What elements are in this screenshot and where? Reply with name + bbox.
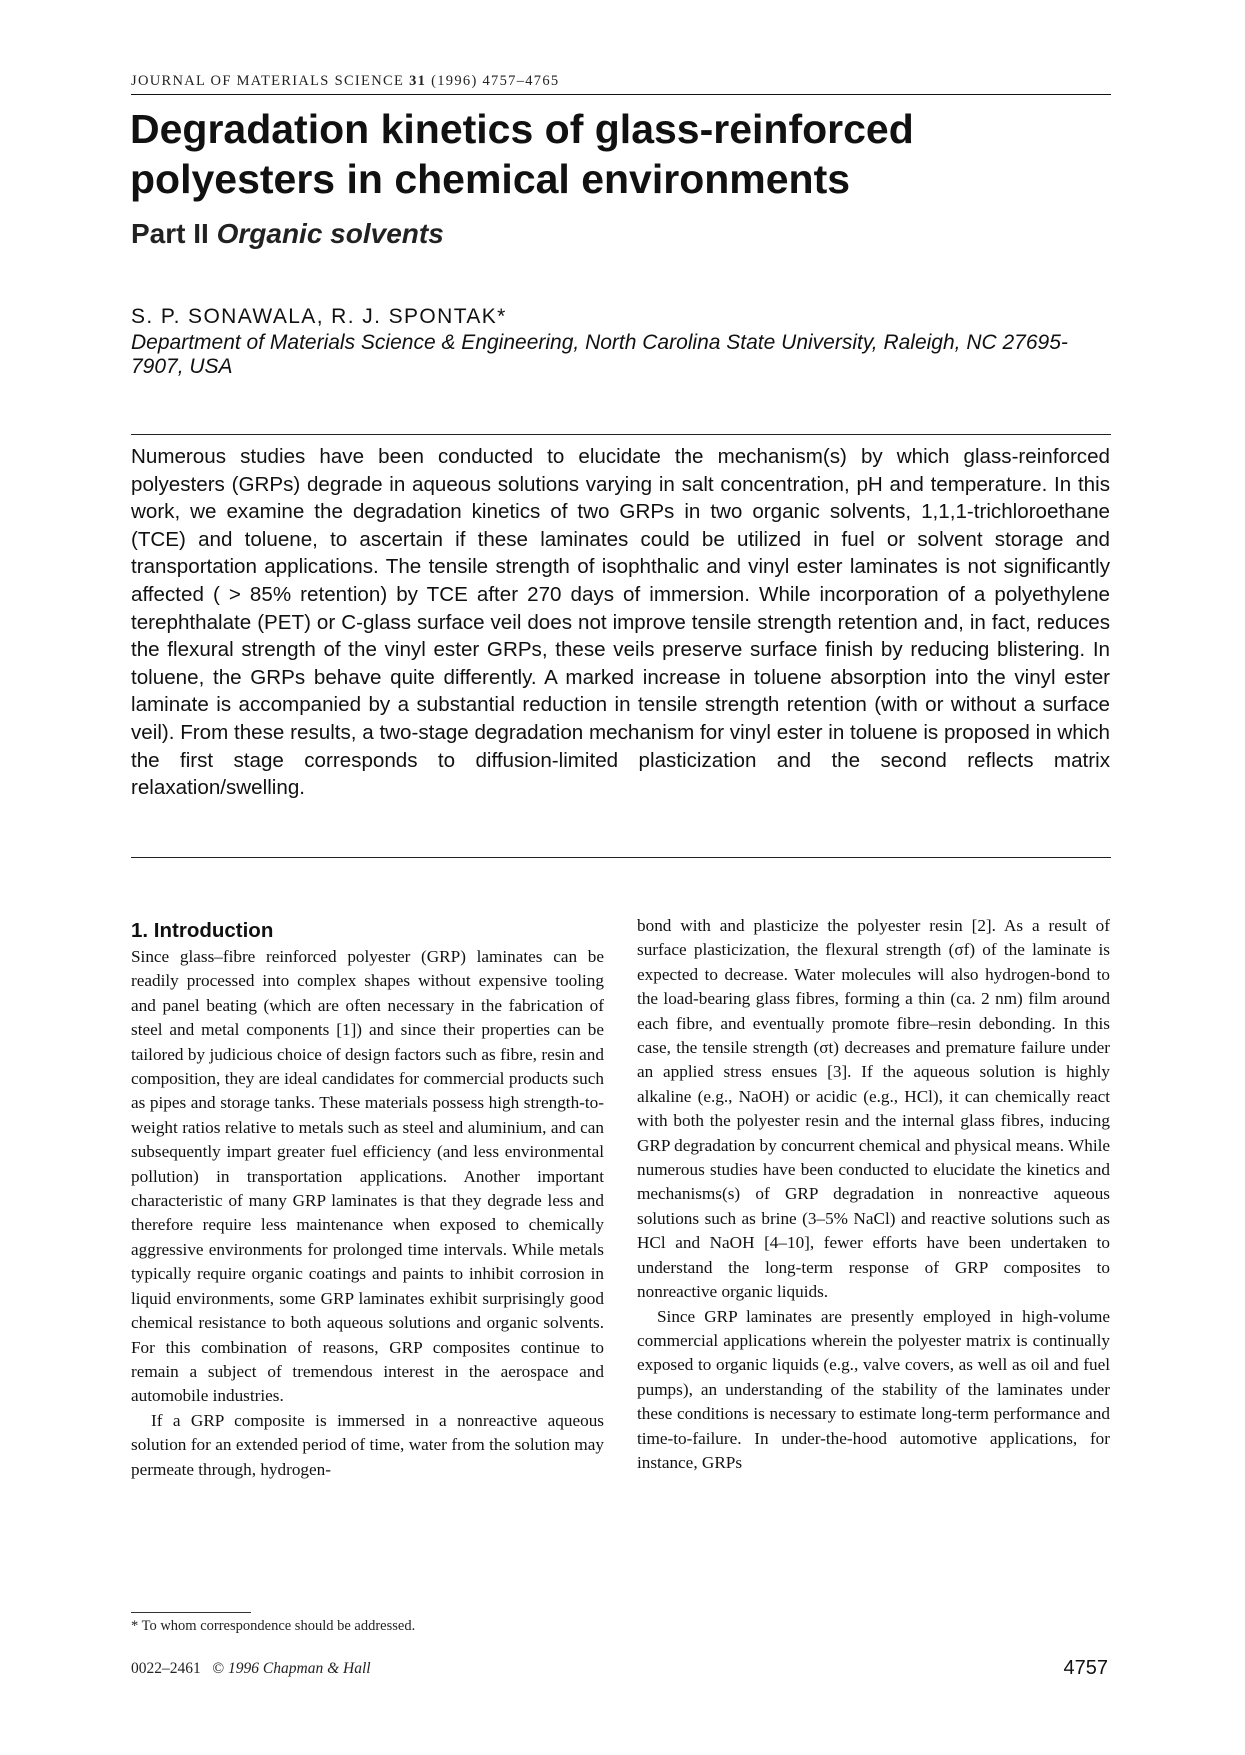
issn-number: 0022–2461 — [131, 1660, 201, 1677]
section-heading-introduction: 1. Introduction — [131, 919, 274, 942]
paper-title: Degradation kinetics of glass-reinforced polyesters in chemical environments — [130, 106, 914, 202]
subtitle-topic: Organic solvents — [216, 218, 444, 249]
page-number: 4757 — [1063, 1657, 1108, 1679]
copyright-text: 1996 Chapman & Hall — [228, 1660, 371, 1677]
intro-paragraph-2-start: If a GRP composite is immersed in a nonreactive aqueous solution for an extended period of time, water from the solution may permeate through, hydrogen- — [131, 1410, 604, 1479]
journal-volume: 31 — [409, 73, 427, 89]
body-column-right — [637, 914, 1110, 1475]
copyright-icon: © — [212, 1660, 225, 1677]
copyright-line — [131, 1660, 371, 1678]
footnote-rule — [131, 1612, 251, 1613]
intro-paragraph-2-continued: bond with and plasticize the polyester resin [2]. As a result of surface plasticization, the flexural strength (σf) of the laminate is expected to decrease. Water molecules will also hydrogen-bond to the load-bearing glass fibres, forming a thin (ca. 2 nm) film around each fibre, and eventually promote fibre–resin debonding. In this case, the tensile strength (σt) decreases and premature failure under an applied stress ensues [3]. If the aqueous solution is highly alkaline (e.g., NaOH) or acidic (e.g., HCl), it can chemically react with both the polyester resin and the internal glass fibres, inducing GRP degradation by concurrent chemical and physical means. While numerous studies have been conducted to elucidate the kinetics and mechanisms(s) of GRP degradation in nonreactive aqueous solutions such as brine (3–5% NaCl) and reactive solutions such as HCl and NaOH [4–10], fewer efforts have been undertaken to understand the long-term response of GRP composites to nonreactive organic liquids. — [637, 916, 1110, 1302]
intro-paragraph-1: Since glass–fibre reinforced polyester (GRP) laminates can be readily processed into complex shapes without expensive tooling and panel beating (which are often necessary in the fabrication of steel and metal components [1]) and since their properties can be tailored by judicious choice of design factors such as fibre, resin and composition, they are ideal candidates for commercial products such as pipes and storage tanks. These materials possess high strength-to-weight ratios relative to metals such as steel and aluminium, and can subsequently impart greater fuel efficiency (and less environmental pollution) in transportation applications. Another important characteristic of many GRP laminates is that they degrade less and therefore require less maintenance when exposed to chemically aggressive environments for prolonged time intervals. While metals typically require organic coatings and paints to inhibit corrosion in liquid environments, some GRP laminates exhibit surprisingly good chemical resistance to both aqueous solutions and organic solvents. For this combination of reasons, GRP composites continue to remain a subject of tremendous interest in the aerospace and automobile industries. — [131, 947, 604, 1406]
abstract-text: Numerous studies have been conducted to elucidate the mechanism(s) by which glass-reinforced polyesters (GRPs) degrade in aqueous solutions varying in salt concentration, pH and temperature. In this work, we examine the degradation kinetics of two GRPs in two organic solvents, 1,1,1-trichloroethane (TCE) and toluene, to ascertain if these laminates could be utilized in fuel or solvent storage and transportation applications. The tensile strength of isophthalic and vinyl ester laminates is not significantly affected ( > 85% retention) by TCE after 270 days of immersion. While incorporation of a polyethylene terephthalate (PET) or C-glass surface veil does not improve tensile strength retention and, in fact, reduces the flexural strength of the vinyl ester GRPs, these veils preserve surface finish by reducing blistering. In toluene, the GRPs behave quite differently. A marked increase in toluene absorption into the vinyl ester laminate is accompanied by a substantial reduction in tensile strength retention (with or without a surface veil). From these results, a two-stage degradation mechanism for vinyl ester in toluene is proposed in which the first stage corresponds to diffusion-limited plasticization and the second reflects matrix relaxation/swelling. — [131, 445, 1110, 800]
correspondence-footnote: * To whom correspondence should be addressed. — [131, 1618, 416, 1634]
subtitle-part: Part II — [131, 218, 209, 249]
author-list: S. P. SONAWALA, R. J. SPONTAK* — [131, 305, 507, 328]
abstract-bottom-rule — [131, 857, 1111, 858]
author-affiliation: Department of Materials Science & Engineering, North Carolina State University, Raleigh, NC 27695-7907, USA — [131, 331, 1068, 378]
header-rule — [131, 94, 1111, 95]
intro-paragraph-3: Since GRP laminates are presently employed in high-volume commercial applications wherein the polyester matrix is continually exposed to organic liquids (e.g., valve covers, as well as oil and fuel pumps), an understanding of the stability of the laminates under these conditions is necessary to estimate long-term performance and time-to-failure. In under-the-hood automotive applications, for instance, GRPs — [637, 1306, 1110, 1472]
journal-name: JOURNAL OF MATERIALS SCIENCE — [131, 73, 405, 89]
paper-subtitle — [131, 218, 444, 250]
abstract-top-rule — [131, 434, 1111, 435]
journal-year-pages: (1996) 4757–4765 — [431, 73, 560, 89]
body-column-left — [131, 918, 604, 1482]
journal-header — [131, 73, 559, 90]
